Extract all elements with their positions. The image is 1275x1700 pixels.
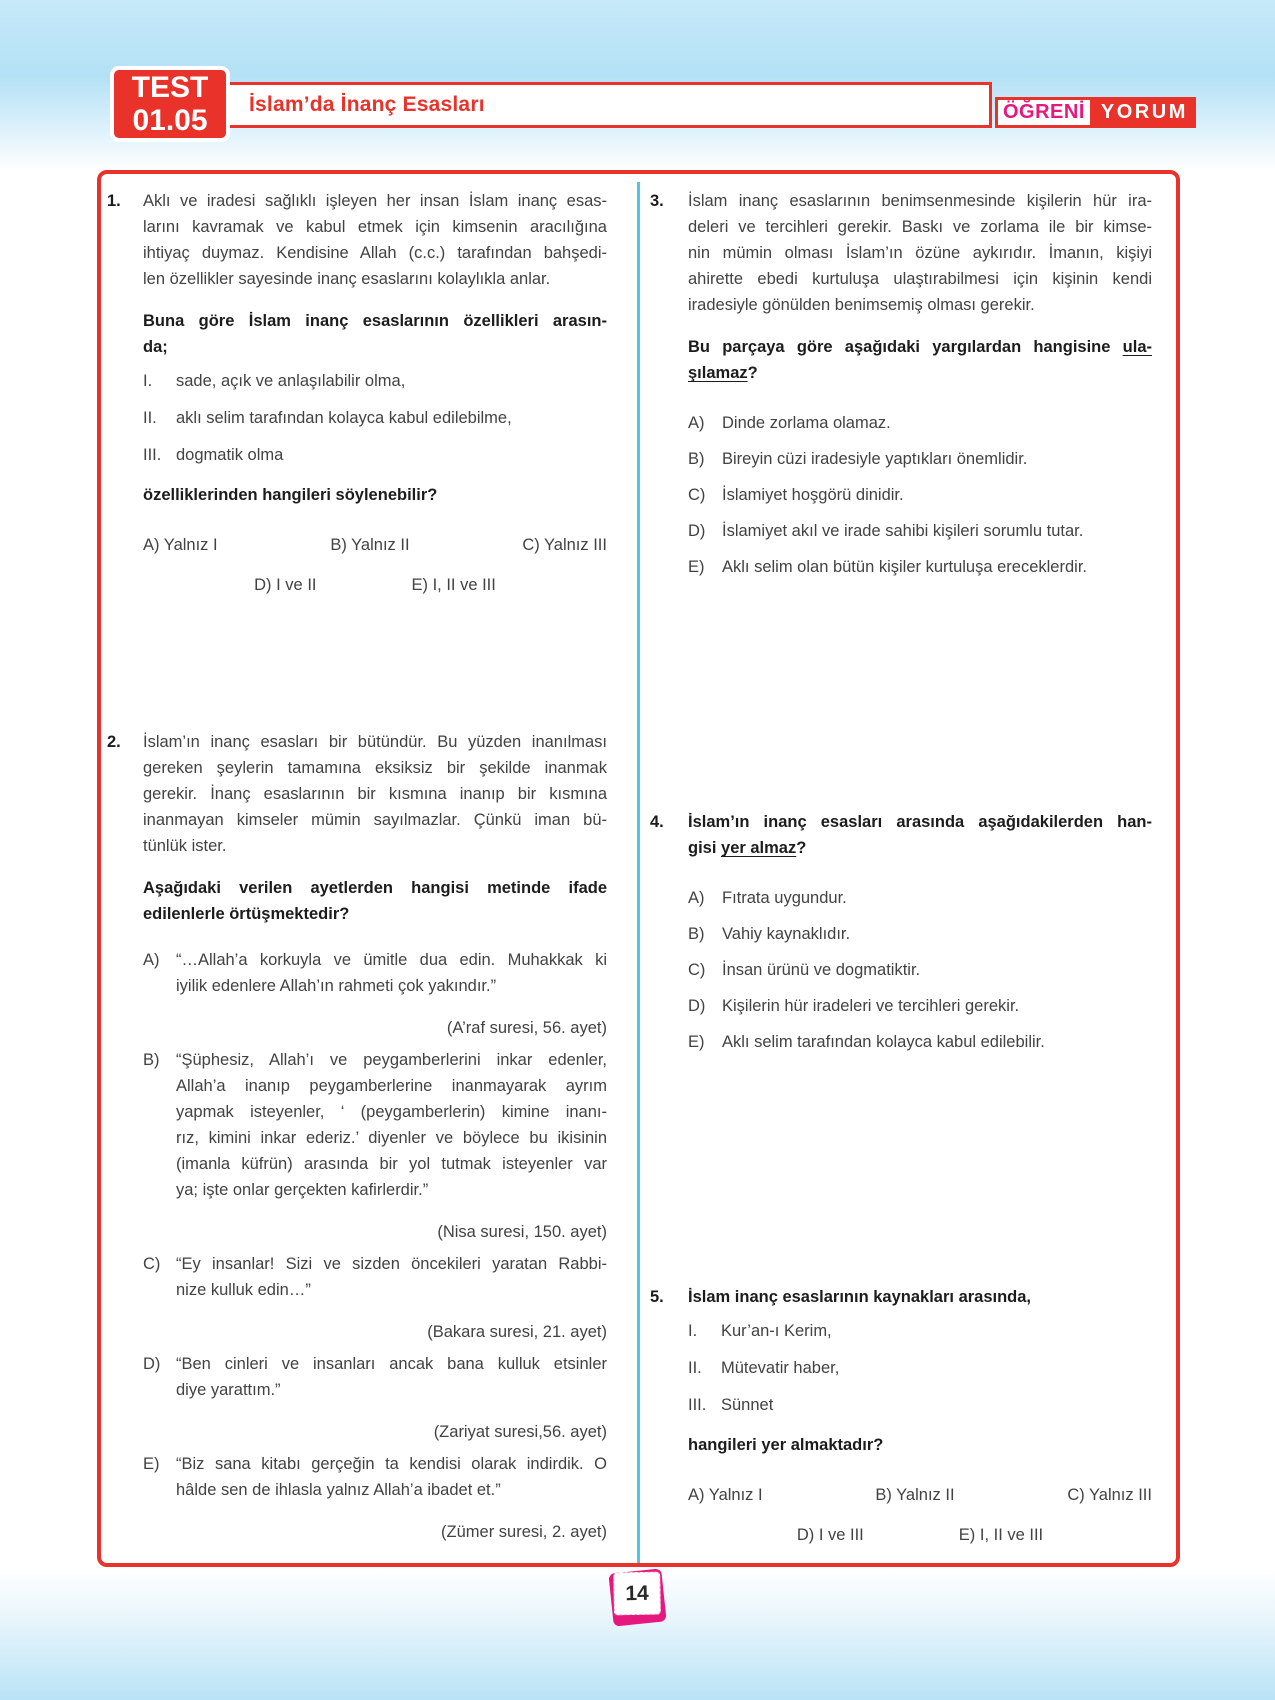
- lettered-options: [688, 410, 1152, 580]
- options-row: [143, 572, 607, 598]
- option-letter: E): [143, 1455, 160, 1473]
- quote-source: (Zümer suresi, 2. ayet): [441, 1523, 607, 1541]
- lettered-options: [688, 885, 1152, 1055]
- lettered-options: [143, 947, 607, 1545]
- option-c: [143, 1251, 607, 1345]
- option-text: Aklı selim tarafından kolayca kabul edilebilir.: [722, 1033, 1045, 1051]
- roman-item: [688, 1392, 1152, 1418]
- option-text: Dinde zorlama olamaz.: [722, 414, 891, 432]
- option-e: [688, 1029, 1152, 1055]
- quote-source: (Bakara suresi, 21. ayet): [427, 1323, 607, 1341]
- roman-item-text: Kur’an-ı Kerim,: [721, 1322, 832, 1340]
- option-letter: B): [688, 925, 705, 943]
- question-stem-2: özelliklerinden hangileri söylenebilir?: [143, 486, 438, 504]
- option-b: B) Yalnız II: [875, 1486, 955, 1504]
- option-b: [143, 1047, 607, 1245]
- option-quote: “Şüphesiz, Allah’ı ve peygamberlerini inkar edenler, Allah’a inanıp peygamberlerine inanmayarak ayrım yapmak isteyenler, ‘ (peygamberlerin) kimine inanı- rız, kimini inkar ederiz.’ diyenler ve böylece bu ikisinin (imanla küfrün) arasında bir yol tutmak isteyenler var ya; işte onlar gerçekten kafirlerdir.”: [176, 1051, 607, 1199]
- option-d: [688, 993, 1152, 1019]
- option-a: A) Yalnız I: [688, 1486, 763, 1504]
- question-body: İslam’ın inanç esasları bir bütündür. Bu yüzden inanılması gereken şeylerin tamamına eksiksiz bir şekilde inanmak gerekir. İnanç esaslarının bir kısmına inanıp bir kısmına inanmayan kimseler mümin sayılmazlar. Çünkü iman bü- tünlük ister.: [143, 733, 607, 855]
- roman-items: [143, 368, 607, 468]
- question-3: [650, 188, 1152, 580]
- option-d: D) I ve III: [796, 1526, 864, 1544]
- roman-item: [688, 1318, 1152, 1344]
- question-body: Aklı ve iradesi sağlıklı işleyen her insan İslam inanç esas- larını kavramak ve kabul etmek için kimsenin aracılığına ihtiyaç duymaz. Kendisine Allah (c.c.) tarafından bahşedi- len özellikler sayesinde inanç esaslarını kolaylıkla anlar.: [143, 192, 607, 288]
- option-d: [688, 518, 1152, 544]
- option-quote: “Ey insanlar! Sizi ve sizden öncekileri yaratan Rabbi- nize kulluk edin…”: [176, 1255, 607, 1299]
- page-number: 14: [613, 1572, 661, 1616]
- option-quote: “…Allah’a korkuyla ve ümitle dua edin. Muhakkak ki iyilik edenlere Allah’ın rahmeti çok yakındır.”: [176, 951, 607, 995]
- question-number: 4.: [650, 813, 664, 831]
- quote-source: (Nisa suresi, 150. ayet): [437, 1223, 607, 1241]
- test-badge-label: TEST: [131, 71, 209, 104]
- roman-item-text: aklı selim tarafından kolayca kabul edilebilme,: [176, 409, 512, 427]
- roman-numeral: I.: [143, 372, 153, 390]
- brand-logo: [995, 97, 1196, 128]
- option-b: [688, 921, 1152, 947]
- question-number: 2.: [107, 733, 121, 751]
- roman-item: [143, 442, 607, 468]
- option-c: C) Yalnız III: [522, 536, 607, 554]
- question-5: [650, 1284, 1152, 1548]
- option-b: [688, 446, 1152, 472]
- option-e: E) I, II ve III: [958, 1526, 1044, 1544]
- quote-source: (A’raf suresi, 56. ayet): [446, 1019, 607, 1037]
- option-text: İslamiyet akıl ve irade sahibi kişileri sorumlu tutar.: [722, 522, 1084, 540]
- roman-numeral: II.: [688, 1359, 702, 1377]
- option-letter: D): [688, 522, 706, 540]
- option-b: B) Yalnız II: [330, 536, 410, 554]
- roman-numeral: III.: [688, 1396, 707, 1414]
- option-letter: E): [688, 558, 705, 576]
- option-text: Bireyin cüzi iradesiyle yaptıkları önemlidir.: [722, 450, 1028, 468]
- roman-item: [143, 368, 607, 394]
- roman-item-text: Sünnet: [721, 1396, 774, 1414]
- page-title: İslam’da İnanç Esasları: [249, 93, 485, 116]
- option-e: [688, 554, 1152, 580]
- question-body: İslam inanç esaslarının benimsenmesinde kişilerin hür ira- deleri ve tercihleri gerekir. Baskı ve zorlama ile bir kimse- nin mümin olması İslam’ın özüne aykırıdır. İmanın, kişiyi ahirette ebedi kurtuluşa ulaştırabilmesi için kişinin kendi iradesiyle gönülden benimsemiş olması gerekir.: [688, 192, 1152, 314]
- question-stem: Bu parçaya göre aşağıdaki yargılardan hangisine ula- şılamaz?: [688, 338, 1152, 382]
- option-letter: A): [688, 414, 705, 432]
- roman-item-text: sade, açık ve anlaşılabilir olma,: [176, 372, 406, 390]
- left-column: [101, 174, 637, 1545]
- option-letter: A): [143, 951, 160, 969]
- roman-numeral: III.: [143, 446, 162, 464]
- options-row: [143, 532, 607, 558]
- option-letter: B): [143, 1051, 160, 1069]
- title-bar: [226, 82, 992, 128]
- option-c: [688, 482, 1152, 508]
- question-number: 3.: [650, 192, 664, 210]
- roman-item-text: Mütevatir haber,: [721, 1359, 840, 1377]
- option-letter: E): [688, 1033, 705, 1051]
- question-number: 1.: [107, 192, 121, 210]
- roman-numeral: II.: [143, 409, 157, 427]
- page-number-badge: [610, 1569, 666, 1627]
- option-a: [688, 885, 1152, 911]
- option-quote: “Ben cinleri ve insanları ancak bana kulluk etsinler diye yarattım.”: [176, 1355, 607, 1399]
- option-letter: B): [688, 450, 705, 468]
- question-stem: Aşağıdaki verilen ayetlerden hangisi metinde ifade edilenlerle örtüşmektedir?: [143, 879, 607, 923]
- option-text: Fıtrata uygundur.: [722, 889, 847, 907]
- roman-item: [688, 1355, 1152, 1381]
- page-badge-outer: [608, 1568, 666, 1626]
- option-a: [688, 410, 1152, 436]
- question-1: [107, 188, 607, 598]
- question-2: [107, 729, 607, 1545]
- option-c: C) Yalnız III: [1067, 1486, 1152, 1504]
- option-d: [143, 1351, 607, 1445]
- option-d: D) I ve II: [254, 576, 317, 594]
- option-letter: D): [143, 1355, 161, 1373]
- option-a: [143, 947, 607, 1041]
- option-text: Kişilerin hür iradeleri ve tercihleri gerekir.: [722, 997, 1020, 1015]
- roman-item-text: dogmatik olma: [176, 446, 284, 464]
- roman-numeral: I.: [688, 1322, 698, 1340]
- content-frame: [97, 170, 1180, 1567]
- option-e: E) I, II ve III: [411, 576, 496, 594]
- option-text: İslamiyet hoşgörü dinidir.: [722, 486, 904, 504]
- question-stem: İslam inanç esaslarının kaynakları arasında,: [688, 1288, 1032, 1306]
- option-letter: C): [688, 961, 706, 979]
- question-stem: Buna göre İslam inanç esaslarının özellikleri arasın- da;: [143, 312, 607, 356]
- options-row: [688, 1522, 1152, 1548]
- option-letter: A): [688, 889, 705, 907]
- question-number: 5.: [650, 1288, 664, 1306]
- brand-part-2: YORUM: [1093, 97, 1196, 128]
- option-text: Vahiy kaynaklıdır.: [722, 925, 851, 943]
- quote-source: (Zariyat suresi,56. ayet): [433, 1423, 607, 1441]
- option-c: [688, 957, 1152, 983]
- option-letter: D): [688, 997, 706, 1015]
- question-4: [650, 809, 1152, 1055]
- test-badge: [110, 66, 230, 142]
- option-e: [143, 1451, 607, 1545]
- option-a: A) Yalnız I: [143, 536, 218, 554]
- test-badge-number: 01.05: [132, 104, 208, 137]
- roman-item: [143, 405, 607, 431]
- option-text: Aklı selim olan bütün kişiler kurtuluşa ereceklerdir.: [722, 558, 1087, 576]
- option-letter: C): [143, 1255, 161, 1273]
- option-text: İnsan ürünü ve dogmatiktir.: [722, 961, 921, 979]
- right-column: [640, 174, 1176, 1548]
- brand-part-1: ÖĞRENİ: [995, 97, 1093, 128]
- option-quote: “Biz sana kitabı gerçeğin ta kendisi olarak indirdik. O hâlde sen de ihlasla yalnız Allah’a ibadet et.”: [176, 1455, 607, 1499]
- roman-items: [688, 1318, 1152, 1418]
- question-stem-2: hangileri yer almaktadır?: [688, 1436, 884, 1454]
- question-stem: İslam’ın inanç esasları arasında aşağıdakilerden han- gisi yer almaz?: [688, 813, 1152, 857]
- options-row: [688, 1482, 1152, 1508]
- option-letter: C): [688, 486, 706, 504]
